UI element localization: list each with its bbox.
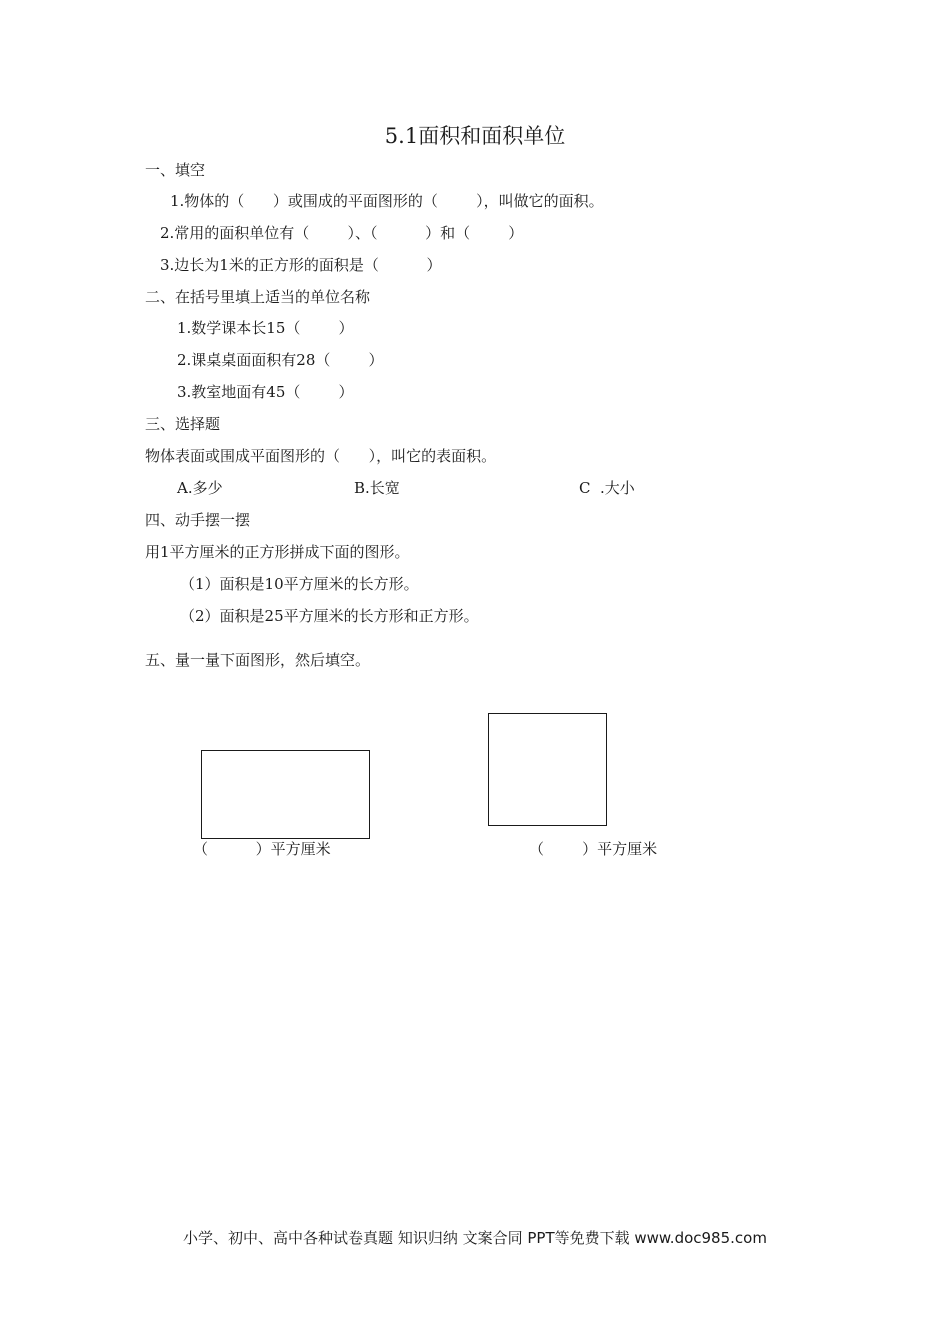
page-title: 5.1面积和面积单位 [384,124,566,148]
question-2-3: 3.教室地面有45（ ） [177,383,354,401]
option-a: A.多少 [177,479,223,497]
section-3-heading: 三、选择题 [145,415,221,433]
question-1-2: 2.常用的面积单位有（ ）、（ ）和（ ） [160,224,524,242]
rectangle-area-caption: （ ）平方厘米 [193,840,331,858]
option-b: B.长宽 [354,479,400,497]
question-1-1: 1.物体的（ ）或围成的平面图形的（ ），叫做它的面积。 [170,192,604,210]
section-1-heading: 一、填空 [145,161,206,179]
option-c: C .大小 [579,479,635,497]
square-area-caption: （ ）平方厘米 [529,840,658,858]
square-figure [488,713,607,826]
question-2-2: 2.课桌桌面面积有28（ ） [177,351,384,369]
section-4-intro: 用1平方厘米的正方形拼成下面的图形。 [145,543,410,561]
question-3: 物体表面或围成平面图形的（ ），叫它的表面积。 [145,447,497,465]
question-2-1: 1.数学课本长15（ ） [177,319,354,337]
section-2-heading: 二、在括号里填上适当的单位名称 [145,288,371,306]
question-1-3: 3.边长为1米的正方形的面积是（ ） [160,256,442,274]
question-4-1: （1）面积是10平方厘米的长方形。 [180,575,419,593]
question-4-2: （2）面积是25平方厘米的长方形和正方形。 [180,607,479,625]
rectangle-figure [201,750,370,839]
section-5-heading: 五、量一量下面图形，然后填空。 [145,651,371,669]
footer-banner: 小学、初中、高中各种试卷真题 知识归纳 文案合同 PPT等免费下载 www.doc985.com [183,1229,767,1247]
section-4-heading: 四、动手摆一摆 [145,511,251,529]
